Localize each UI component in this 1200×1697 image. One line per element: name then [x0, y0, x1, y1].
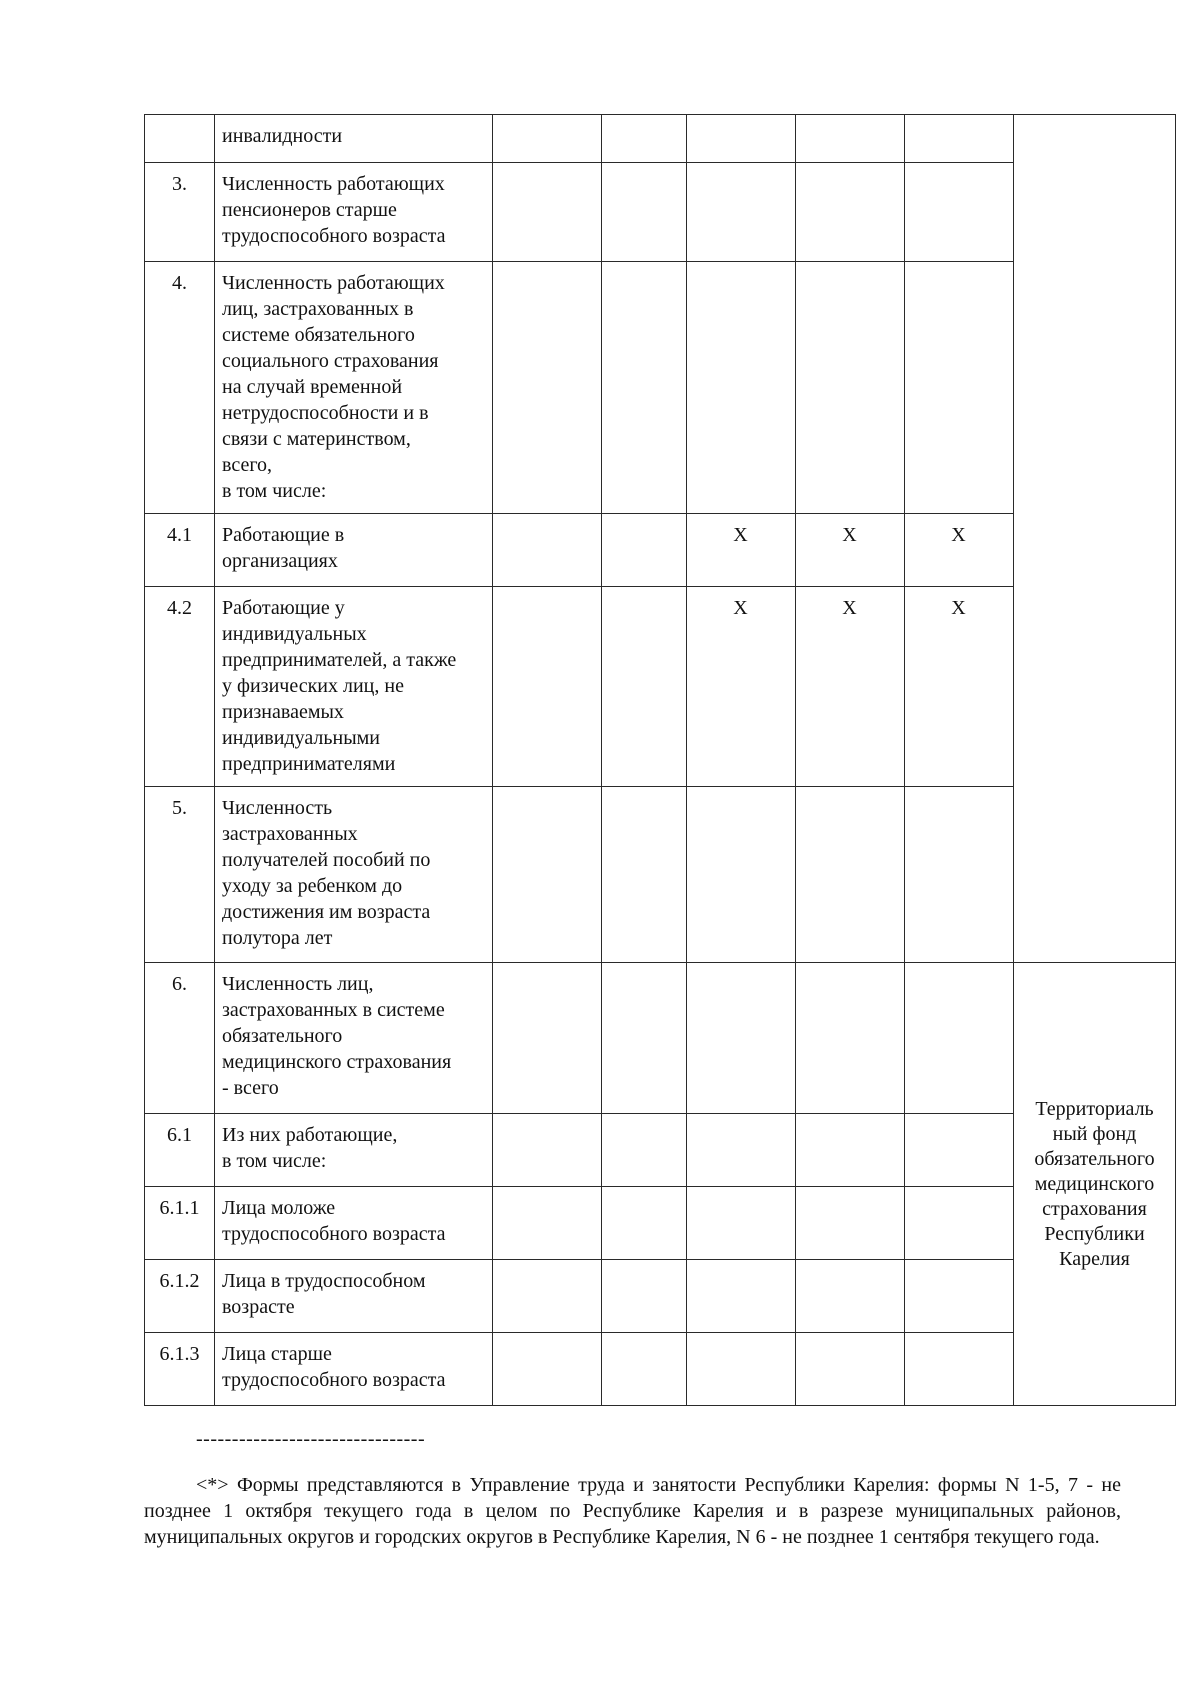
footnote-divider: --------------------------------: [196, 1428, 426, 1450]
footnote-text: <*> Формы представляются в Управление труда и занятости Республики Карелия: формы N 1-5, 7 - не позднее 1 октября текущего года в целом по Республике Карелия и в разрезе муниципальных районов, муниципальных округов и городских округов в Республике Карелия, N 6 - не позднее 1 сентября текущего года.: [144, 1474, 1121, 1548]
data-cell: [905, 163, 1014, 262]
row-number: 5.: [145, 787, 215, 963]
row-number: 4.1: [145, 514, 215, 587]
row-number: 4.2: [145, 587, 215, 787]
x-mark-cell: X: [905, 587, 1014, 787]
data-cell: [687, 1333, 796, 1406]
x-mark-cell: X: [796, 587, 905, 787]
data-cell: [687, 787, 796, 963]
table-row: [145, 115, 1176, 163]
data-cell: [493, 1187, 602, 1260]
data-cell: [602, 1260, 687, 1333]
data-cell: [687, 1114, 796, 1187]
data-cell: [796, 1333, 905, 1406]
responsible-cell-upper: [1014, 115, 1176, 963]
data-cell: [493, 1114, 602, 1187]
row-label: Работающие у индивидуальных предпринимателей, а также у физических лиц, не признаваемых индивидуальными предпринимателями: [215, 587, 493, 787]
data-cell: [602, 587, 687, 787]
data-cell: [796, 262, 905, 514]
data-cell: [602, 1187, 687, 1260]
row-number: 6.1.1: [145, 1187, 215, 1260]
row-number: 6.1.3: [145, 1333, 215, 1406]
data-cell: [602, 262, 687, 514]
data-cell: [602, 787, 687, 963]
data-cell: [905, 115, 1014, 163]
row-label: Из них работающие, в том числе:: [215, 1114, 493, 1187]
data-cell: [905, 963, 1014, 1114]
statistics-table: [144, 114, 1176, 1406]
data-cell: [493, 1260, 602, 1333]
data-cell: [602, 1333, 687, 1406]
data-cell: [687, 262, 796, 514]
row-label: Численность работающих лиц, застрахованных в системе обязательного социального страхования на случай временной нетрудоспособности и в связи с материнством, всего, в том числе:: [215, 262, 493, 514]
data-cell: [493, 163, 602, 262]
data-cell: [493, 963, 602, 1114]
table-row: [145, 963, 1176, 1114]
row-label: инвалидности: [215, 115, 493, 163]
data-cell: [602, 163, 687, 262]
data-cell: [687, 1187, 796, 1260]
x-mark-cell: X: [687, 587, 796, 787]
data-cell: [493, 587, 602, 787]
data-cell: [687, 115, 796, 163]
data-cell: [602, 963, 687, 1114]
data-cell: [796, 115, 905, 163]
row-number: [145, 115, 215, 163]
data-cell: [493, 1333, 602, 1406]
data-cell: [493, 115, 602, 163]
x-mark-cell: X: [796, 514, 905, 587]
row-number: 6.1: [145, 1114, 215, 1187]
data-cell: [687, 963, 796, 1114]
responsible-fund-cell: Территориаль ный фонд обязательного медицинского страхования Республики Карелия: [1014, 963, 1176, 1406]
data-cell: [796, 1114, 905, 1187]
data-cell: [796, 963, 905, 1114]
data-cell: [602, 1114, 687, 1187]
data-cell: [905, 1260, 1014, 1333]
data-cell: [905, 1187, 1014, 1260]
row-number: 4.: [145, 262, 215, 514]
data-cell: [796, 163, 905, 262]
row-number: 6.: [145, 963, 215, 1114]
row-label: Лица старше трудоспособного возраста: [215, 1333, 493, 1406]
row-number: 6.1.2: [145, 1260, 215, 1333]
data-cell: [796, 1187, 905, 1260]
data-cell: [905, 787, 1014, 963]
row-label: Лица в трудоспособном возрасте: [215, 1260, 493, 1333]
x-mark-cell: X: [905, 514, 1014, 587]
data-cell: [687, 163, 796, 262]
row-label: Численность лиц, застрахованных в системе обязательного медицинского страхования - всего: [215, 963, 493, 1114]
row-label: Численность застрахованных получателей пособий по уходу за ребенком до достижения им возраста полутора лет: [215, 787, 493, 963]
data-cell: [796, 787, 905, 963]
data-cell: [493, 514, 602, 587]
data-cell: [602, 115, 687, 163]
data-cell: [602, 514, 687, 587]
data-cell: [493, 787, 602, 963]
row-label: Численность работающих пенсионеров старше трудоспособного возраста: [215, 163, 493, 262]
data-cell: [905, 262, 1014, 514]
row-label: Лица моложе трудоспособного возраста: [215, 1187, 493, 1260]
data-cell: [905, 1114, 1014, 1187]
data-cell: [493, 262, 602, 514]
row-label: Работающие в организациях: [215, 514, 493, 587]
data-cell: [796, 1260, 905, 1333]
row-number: 3.: [145, 163, 215, 262]
data-cell: [687, 1260, 796, 1333]
x-mark-cell: X: [687, 514, 796, 587]
data-cell: [905, 1333, 1014, 1406]
